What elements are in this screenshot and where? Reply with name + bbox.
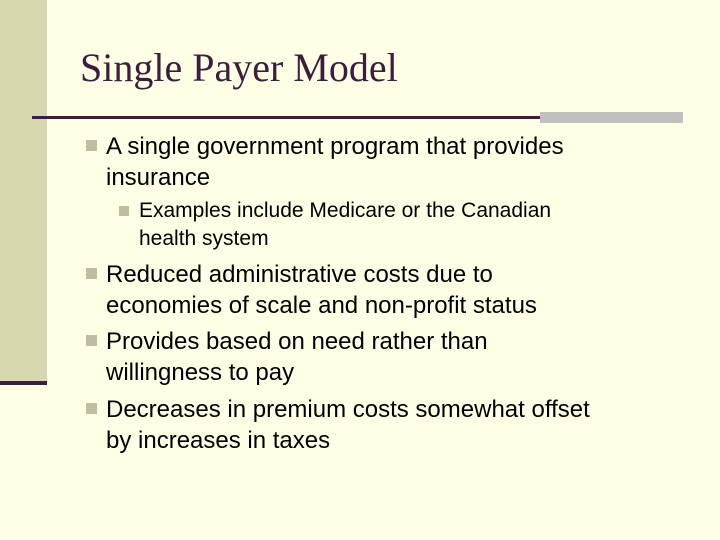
bullet-line: Reduced administrative costs due to xyxy=(106,261,493,288)
bullet-line: Examples include Medicare or the Canadian xyxy=(139,199,552,222)
bullet-item xyxy=(106,326,488,388)
bullet-marker xyxy=(86,268,97,279)
sub-bullet-marker xyxy=(119,206,129,216)
bullet-line: economies of scale and non-profit status xyxy=(106,292,537,319)
bullet-marker xyxy=(86,335,97,346)
bullet-line: willingness to pay xyxy=(106,359,295,386)
slide-title: Single Payer Model xyxy=(80,45,398,90)
bullet-item xyxy=(106,259,537,321)
bullet-line: by increases in taxes xyxy=(106,427,331,454)
bullet-line: insurance xyxy=(106,164,211,191)
bullet-line: Provides based on need rather than xyxy=(106,328,488,355)
bullet-item xyxy=(106,131,564,193)
bullet-marker xyxy=(86,140,97,151)
bullet-item xyxy=(106,394,590,456)
bullet-line: Decreases in premium costs somewhat offset xyxy=(106,396,590,423)
bullet-line: A single government program that provides xyxy=(106,133,564,160)
sub-bullet-item xyxy=(139,197,551,253)
bullet-line: health system xyxy=(139,227,269,250)
bullet-marker xyxy=(86,403,97,414)
